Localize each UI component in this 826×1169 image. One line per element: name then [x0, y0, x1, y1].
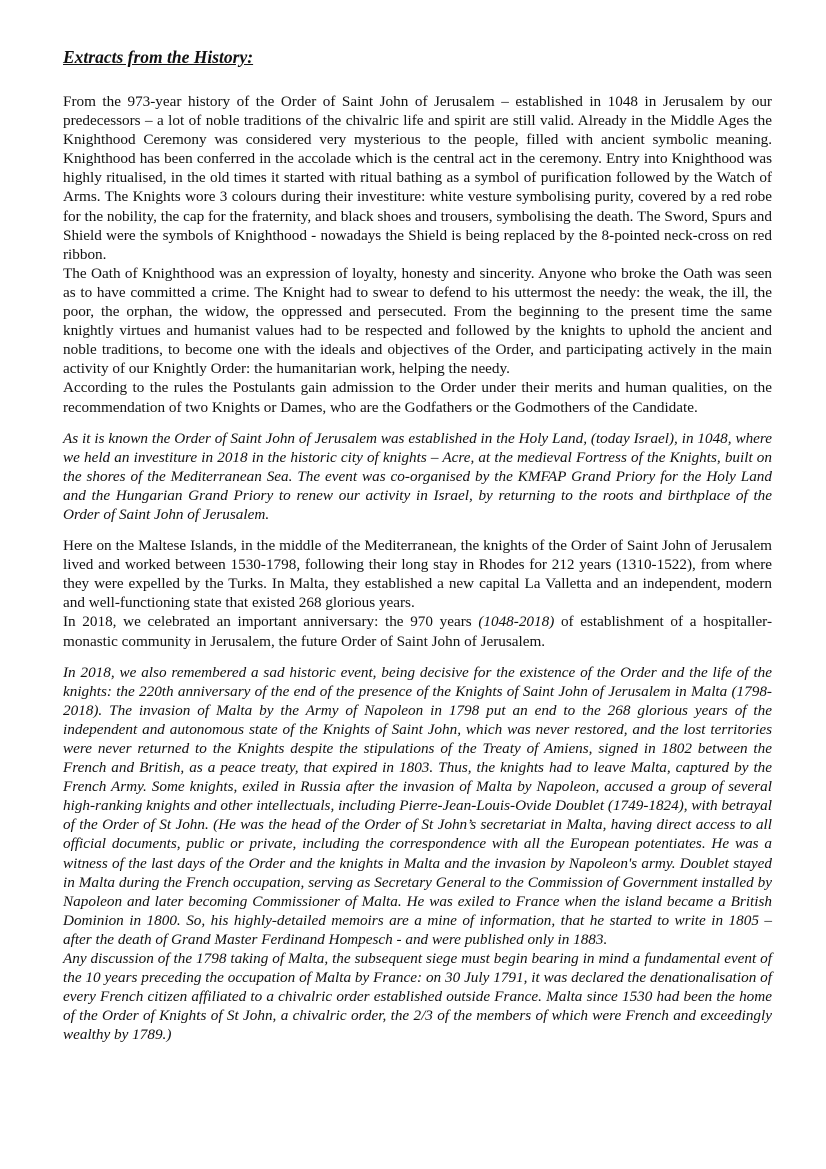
anniversary-years-italic: (1048-2018) — [478, 613, 555, 631]
paragraph-taking-of-malta: Any discussion of the 1798 taking of Malta, the subsequent siege must begin bearing in mind a fundamental event of the 10 years preceding the occupation of Malta by France: on 30 July 1791, it was declared the denationalisation of every French citizen affiliated to a chivalric order established outside France. Malta since 1530 had been the home of the Order of Knights of St John, a chivalric order, the 2/3 of the members of which were French and exceedingly wealthy by 1789.) — [63, 950, 772, 1044]
paragraph-holy-land: As it is known the Order of Saint John of Jerusalem was established in the Holy Land, (today Israel), in 1048, where we held an investiture in 2018 in the historic city of knights – Acre, at the medieval Fortress of the Knights, built on the shores of the Mediterranean Sea. The event was co-organised by the KMFAP Grand Priory for the Holy Land and the Hungarian Grand Priory to renew our activity in Israel, by returning to the roots and birthplace of the Order of Saint John of Jerusalem. — [63, 429, 772, 523]
anniversary-text-start: In 2018, we celebrated an important anniversary: the 970 years — [63, 613, 479, 631]
document-page — [63, 46, 772, 1045]
paragraph-sad-historic-event: In 2018, we also remembered a sad historic event, being decisive for the existence of the Order and the life of the knights: the 220th anniversary of the end of the presence of the Knights of Saint John of Jerusalem in Malta (1798-2018). The invasion of Malta by the Army of Napoleon in 1798 put an end to the 268 glorious years of the independent and autonomous state of the Knights of Saint John, which was never restored, and the lost territories were never returned to the Knights despite the stipulations of the Treaty of Amiens, signed in 1802 between the French and British, as a peace treaty, that expired in 1803. Thus, the knights had to leave Malta, captured by the French Army. Some knights, exiled in Russia after the invasion of Malta by Napoleon, accused a group of several high-ranking knights and other intellectuals, including Pierre-Jean-Louis-Ovide Doublet (1749-1824), with betrayal of the Order of St John. (He was the head of the Order of St John’s secretariat in Malta, having direct access to all official documents, public or private, including the correspondence with all the European potentiates. He was a witness of the last days of the Order and the knights in Malta and the invasion by Napoleon's army. Doublet stayed in Malta during the French occupation, serving as Secretary General to the Commission of Government installed by Napoleon and later becoming Commissioner of Malta. He was exiled to France when the island became a British Dominion in 1800. So, his highly-detailed memoirs are a mine of information, that he started to write in 1805 – after the death of Grand Master Ferdinand Hompesch - and were published only in 1883. — [63, 663, 772, 948]
anniversary-text-end: of establishment of a hospitaller-monastic community in Jerusalem, the future Order of Saint John of Jerusalem. — [63, 613, 772, 650]
paragraph-anniversary — [63, 612, 772, 650]
section-heading: Extracts from the History: — [63, 47, 254, 67]
paragraph-admission-rules: According to the rules the Postulants gain admission to the Order under their merits and human qualities, on the recommendation of two Knights or Dames, who are the Godfathers or the Godmothers of the Candidate. — [63, 379, 772, 416]
paragraph-maltese-islands: Here on the Maltese Islands, in the middle of the Mediterranean, the knights of the Order of Saint John of Jerusalem lived and worked between 1530-1798, following their long stay in Rhodes for 212 years (1310-1522), from where they were expelled by the Turks. In Malta, they established a new capital La Valletta and an independent, modern and well-functioning state that existed 268 glorious years. — [63, 537, 772, 612]
paragraph-history-intro: From the 973-year history of the Order of Saint John of Jerusalem – established in 1048 in Jerusalem by our predecessors – a lot of noble traditions of the chivalric life and spirit are still valid. Already in the Middle Ages the Knighthood Ceremony was considered very mysterious to the people, filled with ancient symbolic meaning. Knighthood has been conferred in the accolade which is the central act in the ceremony. Entry into Knighthood was highly ritualised, in the old times it started with ritual bathing as a symbol of purification followed by the Watch of Arms. The Knights wore 3 colours during their investiture: white vesture symbolising purity, covered by a red robe for the nobility, the cap for the fraternity, and black shoes and trousers, symbolising the death. The Sword, Spurs and Shield were the symbols of Knighthood - nowadays the Shield is being replaced by the 8-pointed neck-cross on red ribbon. — [63, 93, 772, 263]
paragraph-oath: The Oath of Knighthood was an expression of loyalty, honesty and sincerity. Anyone who broke the Oath was seen as to have committed a crime. The Knight had to swear to defend to his uttermost the needy: the weak, the ill, the poor, the orphan, the widow, the oppressed and persecuted. From the beginning to the present time the same knightly virtues and humanist values had to be respected and followed by the knights to uphold the ancient and noble traditions, to become one with the ideals and objectives of the Order, and participating actively in the main activity of our Knightly Order: the humanitarian work, helping the needy. — [63, 264, 772, 378]
